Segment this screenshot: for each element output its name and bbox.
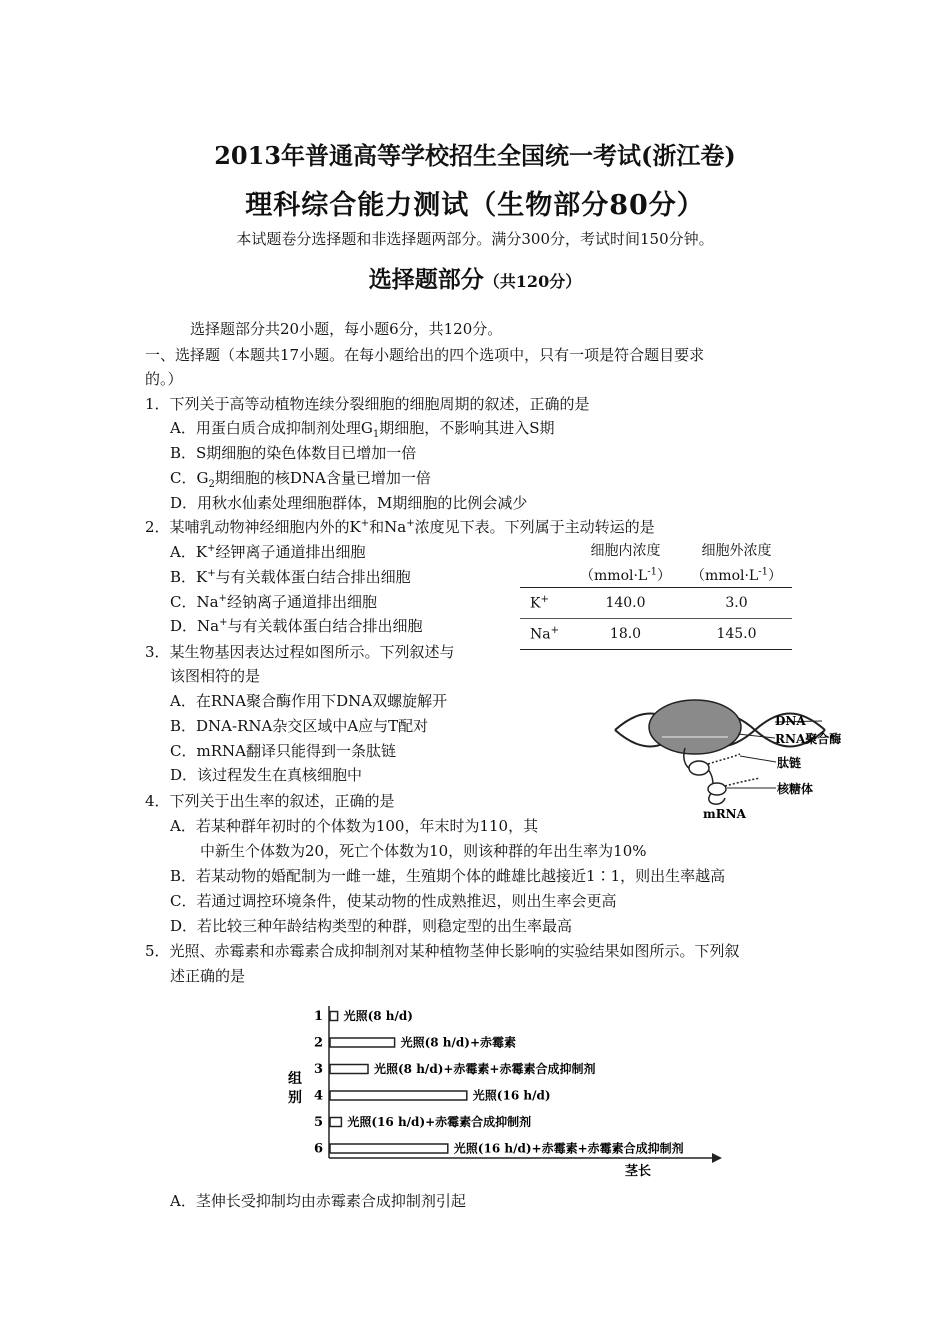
x-axis-label: 茎长 [625, 1164, 652, 1179]
q3-option-b: B．DNA-RNA杂交区域中A应与T配对 [170, 717, 429, 735]
ribosome-1 [689, 761, 709, 775]
q3-option-c: C．mRNA翻译只能得到一条肽链 [170, 742, 396, 760]
q1-a-sub: 1 [372, 429, 380, 440]
q2-a-text2: 经钾离子通道排出细胞 [215, 543, 366, 561]
q2-d-sup: + [219, 617, 228, 628]
bar-label: 光照(16 h/d)+赤霉素+赤霉素合成抑制剂 [453, 1141, 684, 1156]
na-label: Na [530, 626, 551, 643]
peptide-chain-2 [725, 778, 760, 786]
k-sup: + [540, 594, 549, 606]
label-ribosome: 核糖体 [777, 782, 814, 796]
q1-a-text2: 期细胞，不影响其进入S期 [379, 419, 555, 437]
section-title-text: 选择题部分 [368, 266, 484, 293]
unit-a: （mmol·L [580, 568, 648, 584]
na-inside: 18.0 [570, 619, 681, 650]
q1-option-b: B．S期细胞的染色体数目已增加一倍 [170, 444, 417, 462]
table-corner-2 [520, 563, 570, 588]
q1-c-text2: 期细胞的核DNA含量已增加一倍 [214, 469, 431, 487]
stem-length-bar-chart [280, 998, 730, 1183]
q3-option-a: A．在RNA聚合酶作用下DNA双螺旋解开 [170, 692, 448, 710]
table-col-inside: 细胞内浓度 [590, 543, 661, 559]
table-row [520, 619, 792, 650]
q2-stem-sup2: + [406, 518, 415, 529]
q2-stem-b: 和Na [369, 518, 407, 536]
q2-b-text: B．K [170, 568, 208, 586]
q2-option-b [170, 566, 411, 587]
category-tick-label: 5 [314, 1115, 324, 1130]
unit-b: ） [656, 568, 671, 584]
k-outside: 3.0 [681, 588, 792, 619]
label-dna: DNA [775, 714, 806, 728]
bar-label: 光照(8 h/d)+赤霉素 [400, 1035, 517, 1050]
na-sup: + [550, 625, 559, 637]
section-note: 选择题部分共20小题，每小题6分，共120分。 [190, 320, 503, 338]
bar-group-3 [330, 1065, 368, 1074]
q2-a-sup: + [207, 543, 216, 554]
q2-c-text: C．Na [170, 593, 219, 611]
q1-c-sub: 2 [208, 479, 215, 490]
bar-label: 光照(8 h/d) [343, 1009, 413, 1023]
table-corner [520, 537, 570, 563]
q3-stem-line1: 3．某生物基因表达过程如图所示。下列叙述与 [145, 643, 455, 661]
leader-rnap [738, 734, 775, 738]
y-axis-label-1: 组 [288, 1071, 302, 1087]
category-tick-label: 3 [314, 1062, 324, 1077]
q4-option-a-line2: 中新生个体数为20，死亡个体数为10，则该种群的年出生率为10% [200, 842, 647, 860]
bar-label: 光照(8 h/d)+赤霉素+赤霉素合成抑制剂 [374, 1062, 596, 1076]
gene-expression-figure [600, 690, 870, 825]
bar-group-4 [330, 1091, 467, 1100]
concentration-table [520, 537, 792, 650]
row-label-na [520, 619, 570, 650]
q2-option-d [170, 615, 423, 636]
q4-option-c: C．若通过调控环境条件，使某动物的性成熟推迟，则出生率会更高 [170, 892, 617, 910]
q4-option-a-line1: A．若某种群年初时的个体数为100，年末时为110，其 [170, 817, 539, 835]
q2-a-text: A．K [170, 543, 208, 561]
ribosome-2 [708, 783, 726, 795]
table-unit-outside [681, 563, 792, 588]
q1-option-a [170, 417, 554, 440]
label-mrna: mRNA [703, 807, 746, 821]
category-tick-label: 2 [314, 1035, 324, 1051]
label-rna-polymerase: RNA聚合酶 [775, 732, 842, 746]
y-axis-label-2: 别 [288, 1090, 302, 1106]
q3-option-d: D．该过程发生在真核细胞中 [170, 766, 363, 784]
q5-stem-line2: 述正确的是 [170, 967, 246, 985]
q2-stem-a: 2．某哺乳动物神经细胞内外的K [145, 518, 361, 536]
exam-intro: 本试题卷分选择题和非选择题两部分。满分300分，考试时间150分钟。 [236, 230, 714, 248]
peptide-chain [708, 754, 740, 764]
q1-c-text: C．G [170, 469, 209, 487]
exam-subtitle: 理科综合能力测试（生物部分80分） [245, 190, 705, 221]
q2-stem-sup1: + [360, 518, 370, 529]
q2-d-text: D．Na [170, 617, 220, 635]
q2-b-text2: 与有关载体蛋白结合排出细胞 [215, 568, 411, 586]
exam-title: 2013年普通高等学校招生全国统一考试(浙江卷) [214, 141, 736, 170]
q2-stem-c: 浓度见下表。下列属于主动转运的是 [414, 518, 655, 536]
bar-group-1 [330, 1012, 338, 1021]
unit-sup2: -1 [758, 566, 768, 578]
leader-peptide [740, 756, 776, 762]
q2-option-c [170, 591, 377, 612]
bar-label: 光照(16 h/d)+赤霉素合成抑制剂 [347, 1115, 532, 1129]
na-outside: 145.0 [681, 619, 792, 650]
q5-stem-line1: 5．光照、赤霉素和赤霉素合成抑制剂对某种植物茎伸长影响的实验结果如图所示。下列叙 [145, 942, 740, 960]
q2-c-sup: + [218, 593, 227, 604]
unit-sup: -1 [647, 566, 657, 578]
part1-heading-line1: 一、选择题（本题共17小题。在每小题给出的四个选项中，只有一项是符合题目要求 [145, 346, 705, 364]
k-label: K [530, 595, 541, 612]
category-tick-label: 4 [314, 1088, 324, 1104]
row-label-k [520, 588, 570, 619]
bar-group-5 [330, 1118, 341, 1127]
q3-stem-line2: 该图相符的是 [170, 667, 261, 685]
q1-option-c [170, 467, 431, 490]
section-points: （共120分） [483, 272, 582, 291]
q2-option-a [170, 541, 365, 562]
q4-option-d: D．若比较三种年龄结构类型的种群，则稳定型的出生率最高 [170, 917, 573, 935]
part1-heading-line2: 的。） [145, 370, 183, 388]
label-peptide: 肽链 [777, 756, 802, 770]
category-tick-label: 1 [314, 1009, 324, 1024]
table-unit-inside [570, 563, 681, 588]
q2-stem [145, 516, 655, 537]
q4-option-b: B．若某动物的婚配制为一雌一雄，生殖期个体的雌雄比越接近1∶1，则出生率越高 [170, 867, 726, 885]
table-col-outside: 细胞外浓度 [701, 543, 772, 559]
bar-label: 光照(16 h/d) [472, 1088, 551, 1103]
q1-stem: 1．下列关于高等动植物连续分裂细胞的细胞周期的叙述，正确的是 [145, 395, 590, 413]
section-title [0, 261, 950, 294]
mrna-strand [684, 748, 725, 804]
q4-stem: 4．下列关于出生率的叙述，正确的是 [145, 792, 395, 810]
unit-b2: ） [767, 568, 782, 584]
bar-group-6 [330, 1144, 448, 1153]
q1-option-d: D．用秋水仙素处理细胞群体，M期细胞的比例会减少 [170, 494, 528, 512]
q1-a-text: A．用蛋白质合成抑制剂处理G [170, 419, 373, 437]
q2-b-sup: + [207, 568, 216, 579]
bar-group-2 [330, 1038, 395, 1047]
q5-option-a: A．茎伸长受抑制均由赤霉素合成抑制剂引起 [170, 1192, 466, 1210]
unit-a2: （mmol·L [691, 568, 759, 584]
table-row [520, 588, 792, 619]
q2-c-text2: 经钠离子通道排出细胞 [226, 593, 377, 611]
bars-group [314, 1008, 684, 1157]
q2-d-text2: 与有关载体蛋白结合排出细胞 [227, 617, 423, 635]
k-inside: 140.0 [570, 588, 681, 619]
category-tick-label: 6 [314, 1141, 324, 1157]
rna-polymerase-shape [649, 700, 741, 754]
x-axis-arrow-icon [712, 1153, 722, 1163]
